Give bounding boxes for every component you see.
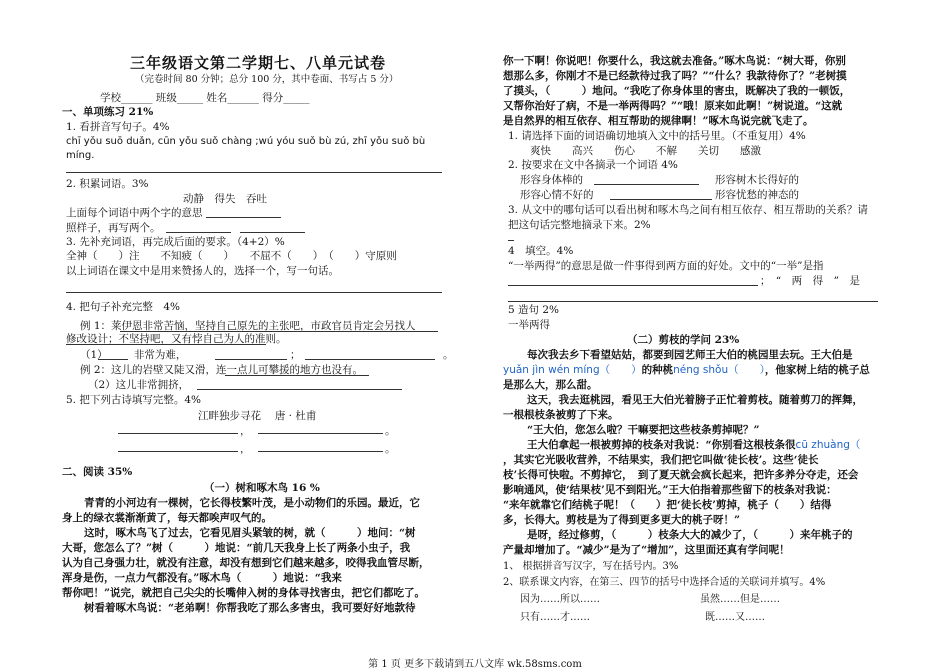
answer-line xyxy=(240,232,305,233)
pinyin: yuǎn jìn wén míng xyxy=(503,364,600,376)
reading-1-title: （一）树和啄木鸟 16 % xyxy=(204,482,320,494)
rq4-text: “一举两得”的意思是做一件事得到两方面的好处。文中的“一举”是指 xyxy=(508,260,824,272)
r1-cont: 你一下啊！你说吧！你要什么，我这就去准备。”啄木鸟说：“树大哥，你别 xyxy=(503,55,846,67)
r2-para: 每次我去乡下看望姑姑，都要到园艺师王大伯的桃园里去玩。王大伯是 xyxy=(527,349,853,361)
answer-line xyxy=(118,433,238,434)
rq2-b: 形容心情不好的 xyxy=(520,189,594,201)
q2-a: 上面每个词语中两个字的意思 xyxy=(66,207,203,219)
r2-para: 是呀，经过修剪，（ ）枝条大大的减少了，（ ）来年桃子的 xyxy=(527,529,853,541)
answer-line xyxy=(166,232,231,233)
q1-pinyin: chī yǒu suō duǎn, cūn yǒu suǒ chàng ;wú yóu suǒ bù zú, zhī yǒu suǒ bù xyxy=(66,136,426,147)
rq4: 4 填空。4% xyxy=(508,245,574,257)
answer-line xyxy=(98,359,128,360)
section-1-heading: 一、单项练习 21% xyxy=(62,106,154,118)
r1-para: 浑身是伤，一点力气都没有。”啄木鸟（ ）地说：“我来 xyxy=(62,572,342,584)
r2-para-line: yuǎn jìn wén míng（ ）的种桃néng shǒu（ ），他家树上结的桃子总 xyxy=(503,364,870,376)
answer-line xyxy=(118,451,238,452)
q2: 2. 积累词语。3% xyxy=(66,178,149,190)
rq2-a: 形容身体棒的 xyxy=(520,174,583,186)
q3-line: 全神（ ）注 不知疲（ ） 不屈不（ ） （ ）守原则 xyxy=(66,250,397,262)
answer-line xyxy=(215,359,287,360)
semicolon: ； xyxy=(290,349,301,361)
page-footer: 第 1 页 更多下载请到五八文库 wk.58sms.com xyxy=(368,659,582,670)
underline xyxy=(66,344,266,345)
rq3-b: 把这句话完整地摘录下来。2% xyxy=(508,219,651,231)
subtitle: （完卷时间 80 分钟；总分 100 分，其中卷面、书写占 5 分） xyxy=(135,74,399,85)
comma: ， xyxy=(240,425,251,437)
answer-line xyxy=(66,172,442,173)
r2-q2: 2、联系课文内容，在第三、四节的括号中选择合适的关联词并填写。4% xyxy=(503,577,826,588)
r2-q1: 1、 根据拼音写汉字，写在括号内。3% xyxy=(503,561,679,572)
r2-para: ，其实它光吸收营养，不结果实，我们把它叫做‘徒长枝’。这些‘徒长 xyxy=(503,454,819,466)
answer-line xyxy=(258,451,383,452)
conj-d: 既……又…… xyxy=(705,612,765,623)
section-2-heading: 二、阅读 35% xyxy=(62,466,133,478)
rq3: 3. 从文中的哪句话可以看出树和啄木鸟之间有相互依存、相互帮助的关系？请 xyxy=(508,204,868,216)
r2-para: 多，长得大。剪枝是为了得到更多更大的桃子呀！” xyxy=(503,514,741,526)
rq1: 1. 请选择下面的词语确切地填入文中的括号里。（不重复用）4% xyxy=(508,130,806,142)
r2-para: 是那么大，那么甜。 xyxy=(503,379,598,391)
period: 。 xyxy=(385,443,396,455)
answer-line xyxy=(258,433,383,434)
r2-para: 影响通风，使‘结果枝’见不到阳光。”王大伯指着那些留下的枝条对我说： xyxy=(503,484,837,496)
r1-cont: 想那么多，你刚才不是已经款待过我了吗？”“什么？我款待你了？”老树摸 xyxy=(503,70,847,82)
answer-line xyxy=(197,389,402,390)
r2-para: 产量却增加了。“减少”是为了“增加”，这里面还真有学问呢！ xyxy=(503,544,790,556)
r2-para: 枝’长得可快啦。不剪掉它， 到了夏天就会疯长起来，把许多养分夺走，还会 xyxy=(503,469,859,481)
comma: ， xyxy=(240,443,251,455)
rq1-words: 爽快 高兴 伤心 不解 关切 感激 xyxy=(530,145,761,157)
rq2: 2. 按要求在文中各摘录一个词语 4% xyxy=(508,159,678,171)
q4: 4. 把句子补充完整 4% xyxy=(66,301,181,313)
answer-line xyxy=(610,199,712,200)
conj-b: 虽然……但是…… xyxy=(700,594,780,605)
q4-example-1b: 修改设计；不坚持吧，又有悖自己为人的准则。 xyxy=(66,333,287,345)
rq5-word: 一举两得 xyxy=(508,319,550,331)
r1-para: 认为自己身强力壮，就没有注意，却没有想到它们越来越多，咬得我血管尽断， xyxy=(62,557,430,569)
pinyin: cū zhuàng xyxy=(795,439,850,451)
rq2-b2: 形容忧愁的神态的 xyxy=(715,189,799,201)
conj-a: 因为……所以…… xyxy=(520,594,600,605)
period: 。 xyxy=(385,425,396,437)
answer-line xyxy=(508,285,758,286)
r1-para: 这时，啄木鸟飞了过去，它看见眉头紧皱的树，就（ ）地问：“树 xyxy=(84,527,416,539)
r1-cont: 了摸头，（ ）地问。“我吃了你身体里的害虫，既解决了我的一顿饭， xyxy=(503,85,851,97)
r1-para: 身上的绿衣裳渐渐黄了，每天都唉声叹气的。 xyxy=(62,512,272,524)
poem-title: 江畔独步寻花 唐 · 杜甫 xyxy=(198,410,317,422)
q5: 5. 把下列古诗填写完整。4% xyxy=(66,394,202,406)
r2-para-line: 王大伯拿起一根被剪掉的枝条对我说：“你别看这根枝条很cū zhuàng（ xyxy=(527,439,861,451)
q4-2: （2）这儿非常拥挤， xyxy=(88,379,190,391)
r2-para: “来年就靠它们结桃子呢！（ ）把‘徒长枝’剪掉，桃子（ ）结得 xyxy=(503,499,832,511)
r1-cont: 是自然界的相互依存、相互帮助的规律啊！”啄木鸟说完就飞走了。 xyxy=(503,115,814,127)
r1-para: 树看着啄木鸟说：“老弟啊！你帮我吃了那么多害虫，我可要好好地款待 xyxy=(84,602,416,614)
r1-para: 大哥，您怎么了？”树（ ）地说：“前几天我身上长了两条小虫子，我 xyxy=(62,542,411,554)
answer-line xyxy=(206,217,281,218)
rq4-text2: ； “ 两 得 ” 是 xyxy=(760,275,860,287)
student-info: 学校______ 班级_____ 姓名______ 得分_____ xyxy=(100,92,310,104)
answer-line xyxy=(305,359,435,360)
q1: 1. 看拼音写句子。4% xyxy=(66,121,170,133)
conj-c: 只有……才…… xyxy=(520,612,590,623)
pinyin: néng shǒu xyxy=(673,364,729,376)
rq2-a2: 形容树木长得好的 xyxy=(715,174,799,186)
answer-line xyxy=(66,292,442,293)
q4-example-2: 例 2：这儿的岩壁又陡又滑，连一点儿可攀援的地方也没有。 xyxy=(80,364,364,376)
q2-words: 动静 得失 吞吐 xyxy=(183,193,267,205)
answer-line xyxy=(508,301,878,302)
q3-b: 以上词语在课文中是用来赞扬人的，选择一个，写一句话。 xyxy=(66,265,339,277)
r1-cont: 又帮你治好了病，不是一举两得吗？”“哦！原来如此啊！”树说道。“这就 xyxy=(503,100,843,112)
q2-b: 照样子，再写两个。 xyxy=(66,222,161,234)
answer-line xyxy=(594,184,699,185)
period: 。 xyxy=(443,349,454,361)
underline xyxy=(225,375,369,376)
r2-para: “王大伯，您怎么啦？干嘛要把这些枝条剪掉呢？” xyxy=(527,424,760,436)
q4-example-1: 例 1：莱伊恩非常苦恼，坚持自己原先的主张吧，市政官员肯定会另找人 xyxy=(80,320,416,332)
answer-line xyxy=(508,240,514,241)
q3: 3. 先补充词语，再完成后面的要求。（4+2）% xyxy=(66,236,285,248)
reading-2-title: （二）剪枝的学问 23% xyxy=(627,334,740,346)
r2-para: 一根根枝条被剪了下来。 xyxy=(503,409,619,421)
rq5: 5 造句 2% xyxy=(508,304,560,316)
r1-para: 帮你吧！”说完，就把自己尖尖的长嘴伸入树的身体寻找害虫，把它们都吃了。 xyxy=(62,587,426,599)
r2-para: 这天，我去逛桃园，看见王大伯光着膀子正忙着剪枝。随着剪刀的挥舞， xyxy=(527,394,863,406)
page-title: 三年级语文第二学期七、八单元试卷 xyxy=(130,54,387,72)
r1-para: 青青的小河边有一棵树，它长得枝繁叶茂，是小动物们的乐园。最近，它 xyxy=(84,497,420,509)
q4-1: （1） 非常为难， xyxy=(80,349,187,361)
q1-pinyin-2: míng. xyxy=(66,150,95,161)
